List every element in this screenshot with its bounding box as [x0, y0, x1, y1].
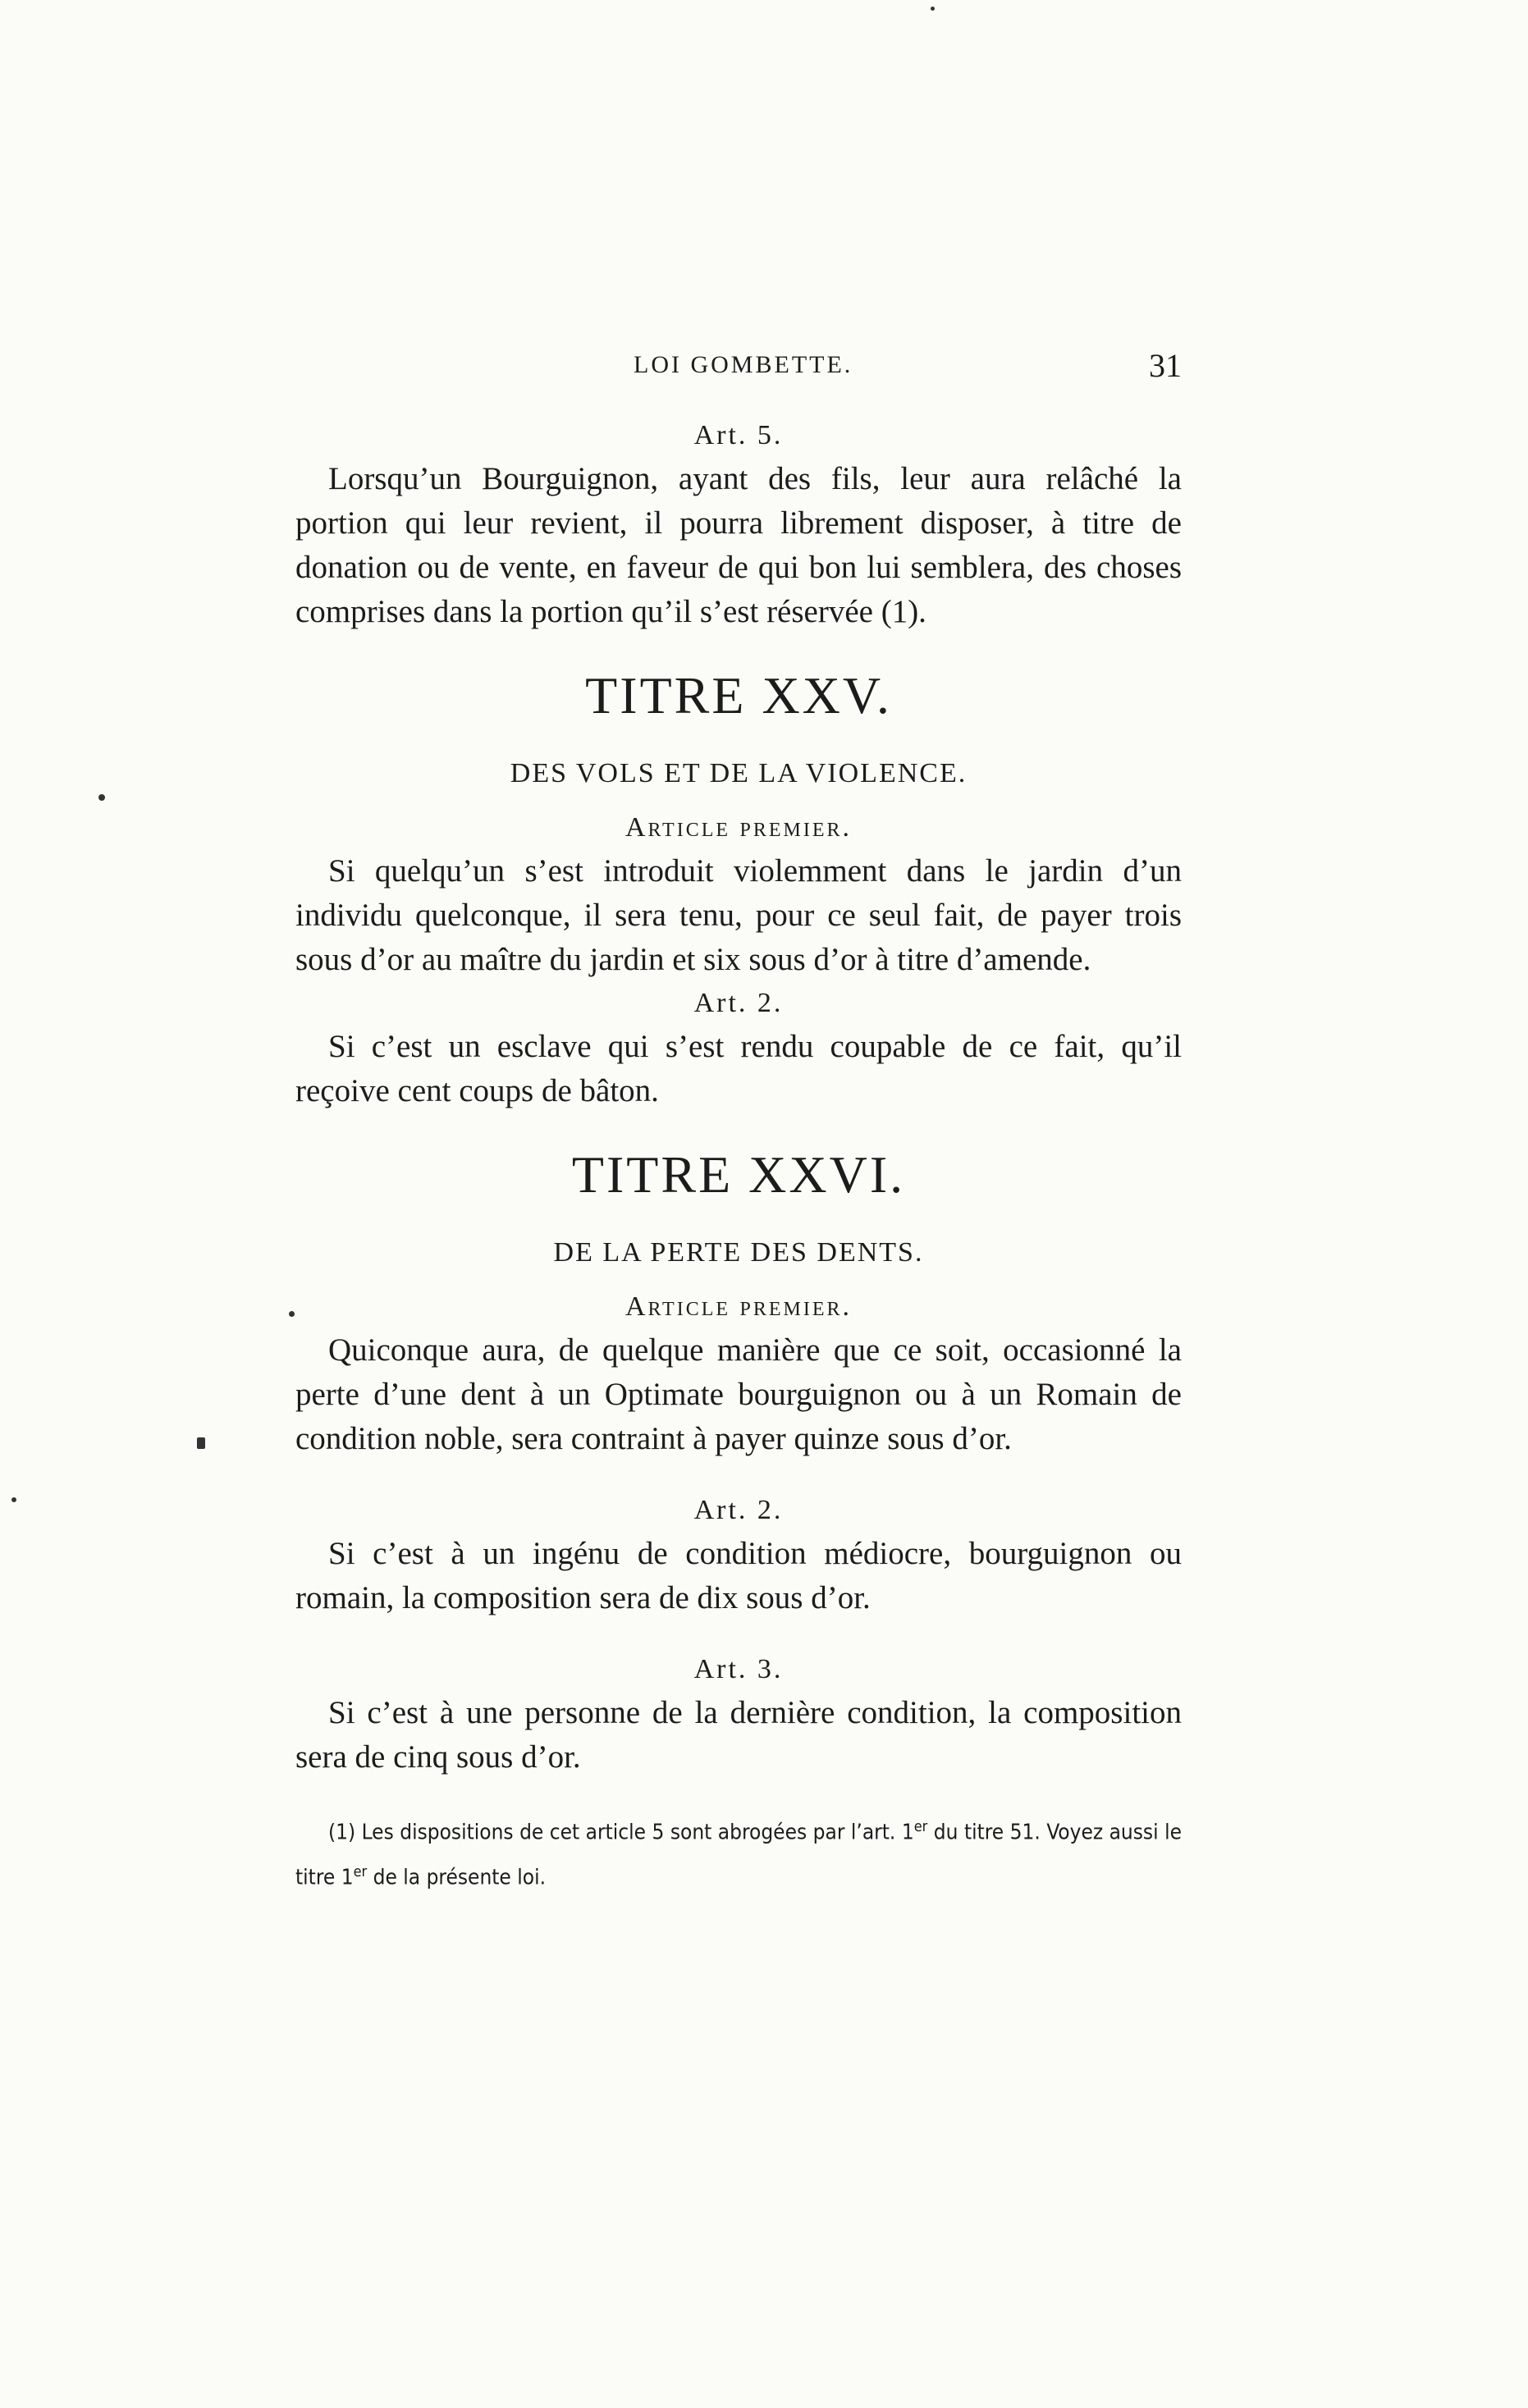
article-text: Si quelqu’un s’est introduit violemment dans le jardin d’un individu quelconque, il sera tenu, pour ce seul fait, de payer trois sous d’or au maître du jardin et six sous d’or à titre d’amende.: [295, 853, 1182, 977]
ink-speck: [11, 1497, 16, 1502]
article-heading: Art. 2.: [693, 1495, 784, 1525]
titre-subtitle: DES VOLS ET DE LA VIOLENCE.: [510, 758, 968, 788]
ink-speck: [931, 7, 935, 11]
running-head: [295, 347, 1182, 400]
article-text: Lorsqu’un Bourguignon, ayant des fils, leur aura relâché la portion qui leur revient, il pourra librement disposer, à titre de donation ou de vente, en faveur de qui bon lui semblera, des choses comprises dans la portion qu’il s’est réservée (1).: [295, 461, 1182, 629]
titre-heading: TITRE XXV.: [585, 666, 892, 724]
footnote-superscript: er: [353, 1862, 368, 1880]
ink-speck: [98, 794, 105, 801]
footnote-text: du titre 51. Voyez aussi le titre 1: [295, 1820, 1182, 1890]
titre-heading: TITRE XXVI.: [571, 1145, 906, 1204]
footnote-text: Les dispositions de cet article 5 sont abrogées par l’art. 1: [361, 1820, 914, 1845]
text-block: [295, 414, 1182, 1897]
article-text: Si c’est un esclave qui s’est rendu coupable de ce fait, qu’il reçoive cent coups de bâton.: [295, 1029, 1182, 1108]
article-text: Si c’est à un ingénu de condition médiocre, bourguignon ou romain, la composition sera de dix sous d’or.: [295, 1536, 1182, 1615]
article-heading: Art. 3.: [693, 1654, 784, 1684]
titre-subtitle: DE LA PERTE DES DENTS.: [553, 1237, 924, 1268]
article-heading: Art. 2.: [693, 988, 784, 1018]
page-number: 31: [1149, 347, 1182, 384]
article-text: Quiconque aura, de quelque manière que ce soit, occasionné la perte d’une dent à un Optimate bourguignon ou à un Romain de condition noble, sera contraint à payer quinze sous d’or.: [295, 1332, 1182, 1456]
running-title: LOI GOMBETTE.: [634, 351, 853, 378]
article-heading: Article premier.: [624, 812, 853, 843]
article-heading: Article premier.: [624, 1291, 853, 1322]
footnote-superscript: er: [913, 1818, 928, 1835]
article-text: Si c’est à une personne de la dernière condition, la composition sera de cinq sous d’or.: [295, 1695, 1182, 1775]
footnote: [295, 1807, 1182, 1897]
footnote-text: de la présente loi.: [367, 1865, 546, 1890]
footnote-marker: (1): [328, 1820, 356, 1845]
ink-speck: [289, 1311, 295, 1317]
ink-speck: [197, 1437, 205, 1449]
article-heading: Art. 5.: [693, 420, 784, 450]
